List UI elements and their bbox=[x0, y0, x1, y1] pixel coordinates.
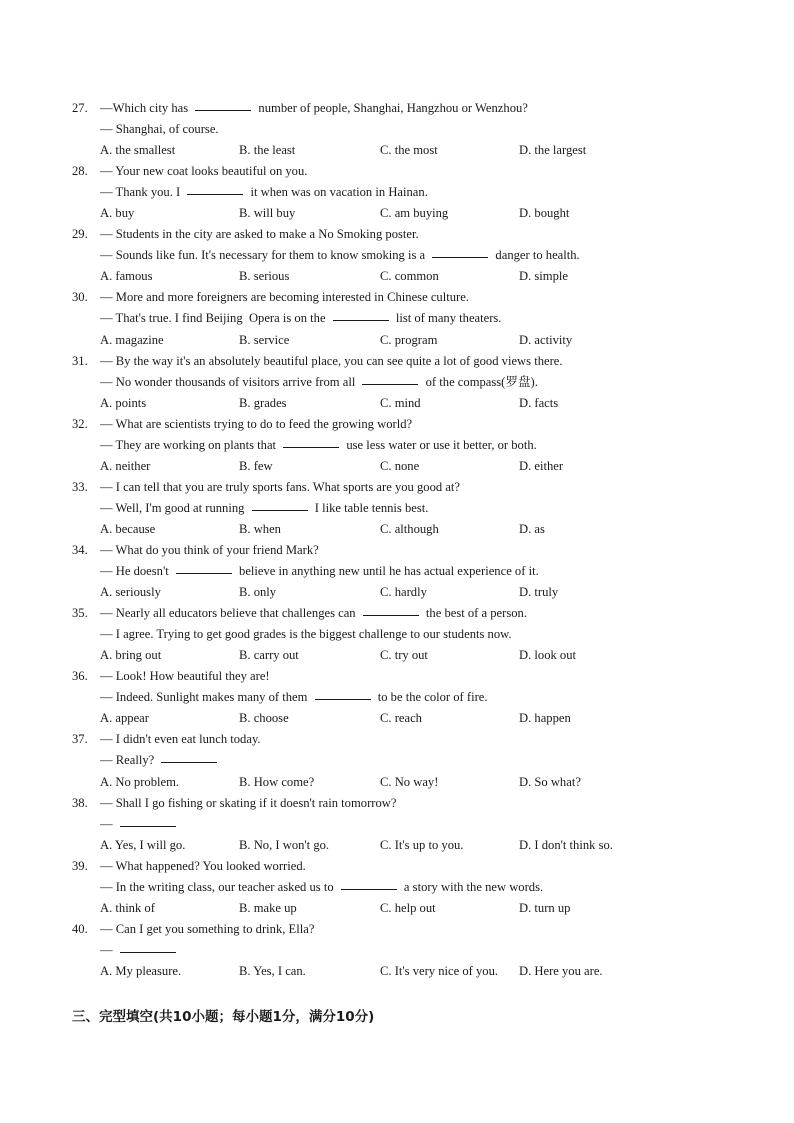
answer-blank bbox=[195, 97, 251, 111]
question-text: — Sounds like fun. It's necessary for them to know smoking is a bbox=[100, 248, 429, 263]
question-text: — That's true. I find Beijing Opera is on the bbox=[100, 311, 329, 326]
question-prompt bbox=[72, 666, 772, 687]
answer-option-c: C. common bbox=[380, 269, 439, 284]
answer-option-a: A. think of bbox=[100, 900, 155, 915]
answer-option-a: A. the smallest bbox=[100, 143, 176, 158]
answer-option-d: D. activity bbox=[519, 332, 573, 347]
question-reply bbox=[72, 750, 772, 771]
question-reply bbox=[72, 814, 772, 835]
answer-option-d: D. look out bbox=[519, 648, 577, 663]
question-prompt bbox=[72, 351, 772, 372]
question-text: — Thank you. I bbox=[100, 185, 184, 200]
question-prompt bbox=[72, 919, 772, 940]
answer-option-a: A. Yes, I will go. bbox=[100, 837, 186, 852]
question-number: 33. bbox=[72, 479, 88, 494]
answer-option-a: A. because bbox=[100, 521, 156, 536]
question-number: 39. bbox=[72, 858, 88, 873]
answer-option-a: A. points bbox=[100, 395, 147, 410]
question-number: 29. bbox=[72, 227, 88, 242]
question-text: — Look! How beautiful they are! bbox=[100, 669, 270, 684]
answer-blank bbox=[315, 686, 371, 700]
question-item bbox=[72, 856, 772, 919]
question-text: — What do you think of your friend Mark? bbox=[100, 542, 319, 557]
answer-option-c: C. It's very nice of you. bbox=[380, 963, 499, 978]
question-reply bbox=[72, 182, 772, 203]
question-text: — Indeed. Sunlight makes many of them bbox=[100, 690, 311, 705]
question-text: a story with the new words. bbox=[400, 879, 544, 894]
answer-option-d: D. the largest bbox=[519, 143, 587, 158]
answer-blank bbox=[176, 560, 232, 574]
answer-option-a: A. magazine bbox=[100, 332, 164, 347]
question-number: 37. bbox=[72, 732, 88, 747]
question-prompt bbox=[72, 414, 772, 435]
answer-option-c: C. mind bbox=[380, 395, 421, 410]
answer-options bbox=[72, 140, 772, 161]
answer-blank bbox=[187, 181, 243, 195]
question-text: the best of a person. bbox=[422, 606, 527, 621]
answer-option-c: C. No way! bbox=[380, 774, 439, 789]
question-text: — He doesn't bbox=[100, 564, 172, 579]
answer-option-d: D. bought bbox=[519, 206, 570, 221]
question-item bbox=[72, 729, 772, 792]
question-text: — Shall I go fishing or skating if it doesn't rain tomorrow? bbox=[100, 795, 397, 810]
question-prompt bbox=[72, 603, 772, 624]
question-item bbox=[72, 477, 772, 540]
answer-options bbox=[72, 519, 772, 540]
answer-options bbox=[72, 582, 772, 603]
question-text: — bbox=[100, 942, 116, 957]
question-item bbox=[72, 161, 772, 224]
answer-option-d: D. happen bbox=[519, 711, 571, 726]
answer-option-b: B. choose bbox=[239, 711, 289, 726]
question-text: — Your new coat looks beautiful on you. bbox=[100, 164, 308, 179]
question-number: 31. bbox=[72, 353, 88, 368]
answer-options bbox=[72, 393, 772, 414]
answer-options bbox=[72, 330, 772, 351]
answer-option-c: C. It's up to you. bbox=[380, 837, 464, 852]
answer-option-a: A. My pleasure. bbox=[100, 963, 182, 978]
question-text: number of people, Shanghai, Hangzhou or Wenzhou? bbox=[255, 101, 528, 115]
question-number: 34. bbox=[72, 542, 88, 557]
answer-option-d: D. I don't think so. bbox=[519, 837, 613, 852]
answer-option-b: B. serious bbox=[239, 269, 290, 284]
question-text: — Nearly all educators believe that challenges can bbox=[100, 606, 359, 621]
question-text: use less water or use it better, or both. bbox=[343, 437, 537, 452]
question-text: — No wonder thousands of visitors arrive from all bbox=[100, 374, 359, 389]
answer-blank bbox=[283, 434, 339, 448]
answer-option-b: B. Yes, I can. bbox=[239, 963, 306, 978]
question-text: I like table tennis best. bbox=[311, 500, 429, 515]
question-reply bbox=[72, 624, 772, 645]
answer-option-b: B. few bbox=[239, 458, 273, 473]
answer-option-c: C. none bbox=[380, 458, 420, 473]
question-reply bbox=[72, 940, 772, 961]
question-item bbox=[72, 666, 772, 729]
answer-options bbox=[72, 456, 772, 477]
answer-option-a: A. bring out bbox=[100, 648, 162, 663]
question-item bbox=[72, 224, 772, 287]
answer-options bbox=[72, 645, 772, 666]
answer-option-d: D. truly bbox=[519, 585, 559, 600]
question-reply bbox=[72, 245, 772, 266]
answer-option-c: C. program bbox=[380, 332, 438, 347]
question-text: — I didn't even eat lunch today. bbox=[100, 732, 261, 747]
question-number: 30. bbox=[72, 290, 88, 305]
question-text: — More and more foreigners are becoming interested in Chinese culture. bbox=[100, 290, 469, 305]
question-reply bbox=[72, 498, 772, 519]
question-text: — bbox=[100, 816, 116, 831]
question-item bbox=[72, 351, 772, 414]
answer-options bbox=[72, 266, 772, 287]
answer-blank bbox=[341, 876, 397, 890]
question-prompt bbox=[72, 540, 772, 561]
answer-options bbox=[72, 961, 772, 982]
question-prompt bbox=[72, 729, 772, 750]
answer-option-c: C. try out bbox=[380, 648, 428, 663]
question-text: — Can I get you something to drink, Ella? bbox=[100, 921, 315, 936]
answer-option-d: D. turn up bbox=[519, 900, 571, 915]
answer-option-d: D. So what? bbox=[519, 774, 581, 789]
answer-option-b: B. when bbox=[239, 521, 281, 536]
answer-option-c: C. am buying bbox=[380, 206, 449, 221]
answer-option-b: B. service bbox=[239, 332, 290, 347]
answer-blank bbox=[252, 497, 308, 511]
question-reply bbox=[72, 308, 772, 329]
question-reply bbox=[72, 119, 772, 140]
answer-blank bbox=[432, 244, 488, 258]
answer-option-d: D. either bbox=[519, 458, 564, 473]
question-text: —Which city has bbox=[100, 101, 192, 115]
answer-option-a: A. No problem. bbox=[100, 774, 180, 789]
answer-option-a: A. buy bbox=[100, 206, 135, 221]
question-item bbox=[72, 919, 772, 982]
question-text: — Really? bbox=[100, 753, 158, 768]
question-number: 40. bbox=[72, 921, 88, 936]
question-item bbox=[72, 287, 772, 350]
answer-option-a: A. neither bbox=[100, 458, 151, 473]
answer-option-b: B. grades bbox=[239, 395, 287, 410]
question-item bbox=[72, 603, 772, 666]
answer-options bbox=[72, 835, 772, 856]
question-reply bbox=[72, 877, 772, 898]
question-reply bbox=[72, 435, 772, 456]
answer-option-b: B. will buy bbox=[239, 206, 296, 221]
section-heading: 三、完型填空(共10小题；每小题1分，满分10分) bbox=[72, 1009, 375, 1025]
answer-options bbox=[72, 898, 772, 919]
answer-option-d: D. simple bbox=[519, 269, 568, 284]
question-item bbox=[72, 414, 772, 477]
answer-option-b: B. only bbox=[239, 585, 277, 600]
question-prompt bbox=[72, 477, 772, 498]
question-prompt bbox=[72, 287, 772, 308]
answer-blank bbox=[120, 939, 176, 953]
question-text: — What are scientists trying to do to feed the growing world? bbox=[100, 416, 413, 431]
answer-option-a: A. seriously bbox=[100, 585, 161, 600]
question-text: — In the writing class, our teacher asked us to bbox=[100, 879, 337, 894]
question-number: 27. bbox=[72, 101, 88, 115]
question-prompt bbox=[72, 224, 772, 245]
question-item bbox=[72, 98, 772, 161]
question-prompt bbox=[72, 98, 772, 119]
answer-blank bbox=[333, 307, 389, 321]
question-text: — By the way it's an absolutely beautiful place, you can see quite a lot of good views there. bbox=[100, 353, 563, 368]
question-text: list of many theaters. bbox=[392, 311, 502, 326]
question-reply bbox=[72, 687, 772, 708]
question-text: it when was on vacation in Hainan. bbox=[247, 185, 428, 200]
question-text: — They are working on plants that bbox=[100, 437, 280, 452]
answer-option-b: B. How come? bbox=[239, 774, 315, 789]
answer-blank bbox=[362, 371, 418, 385]
answer-options bbox=[72, 772, 772, 793]
question-prompt bbox=[72, 793, 772, 814]
answer-option-c: C. the most bbox=[380, 143, 438, 158]
question-text: believe in anything new until he has actual experience of it. bbox=[235, 564, 539, 579]
question-text: — I agree. Trying to get good grades is the biggest challenge to our students now. bbox=[100, 627, 512, 642]
answer-blank bbox=[161, 749, 217, 763]
question-prompt bbox=[72, 856, 772, 877]
answer-option-b: B. the least bbox=[239, 143, 296, 158]
answer-options bbox=[72, 203, 772, 224]
question-number: 28. bbox=[72, 164, 88, 179]
question-text: — Shanghai, of course. bbox=[100, 122, 219, 137]
answer-option-d: D. as bbox=[519, 521, 545, 536]
answer-options bbox=[72, 708, 772, 729]
answer-option-c: C. although bbox=[380, 521, 439, 536]
question-item bbox=[72, 540, 772, 603]
question-text: — I can tell that you are truly sports fans. What sports are you good at? bbox=[100, 479, 460, 494]
answer-option-d: D. facts bbox=[519, 395, 559, 410]
answer-option-c: C. help out bbox=[380, 900, 436, 915]
question-text: — Well, I'm good at running bbox=[100, 500, 248, 515]
question-number: 38. bbox=[72, 795, 88, 810]
question-text: — Students in the city are asked to make a No Smoking poster. bbox=[100, 227, 419, 242]
answer-option-a: A. appear bbox=[100, 711, 149, 726]
answer-blank bbox=[363, 602, 419, 616]
question-item bbox=[72, 793, 772, 856]
question-number: 32. bbox=[72, 416, 88, 431]
answer-option-b: B. carry out bbox=[239, 648, 299, 663]
answer-option-b: B. make up bbox=[239, 900, 297, 915]
question-number: 36. bbox=[72, 669, 88, 684]
question-list bbox=[72, 98, 772, 982]
question-prompt bbox=[72, 161, 772, 182]
question-number: 35. bbox=[72, 606, 88, 621]
question-text: danger to health. bbox=[492, 248, 580, 263]
question-text: of the compass(罗盘). bbox=[422, 374, 538, 389]
answer-option-c: C. hardly bbox=[380, 585, 427, 600]
answer-option-a: A. famous bbox=[100, 269, 153, 284]
question-reply bbox=[72, 372, 772, 393]
question-text: — What happened? You looked worried. bbox=[100, 858, 306, 873]
answer-option-b: B. No, I won't go. bbox=[239, 837, 330, 852]
answer-blank bbox=[120, 813, 176, 827]
answer-option-d: D. Here you are. bbox=[519, 963, 603, 978]
question-reply bbox=[72, 561, 772, 582]
answer-option-c: C. reach bbox=[380, 711, 422, 726]
question-text: to be the color of fire. bbox=[374, 690, 488, 705]
